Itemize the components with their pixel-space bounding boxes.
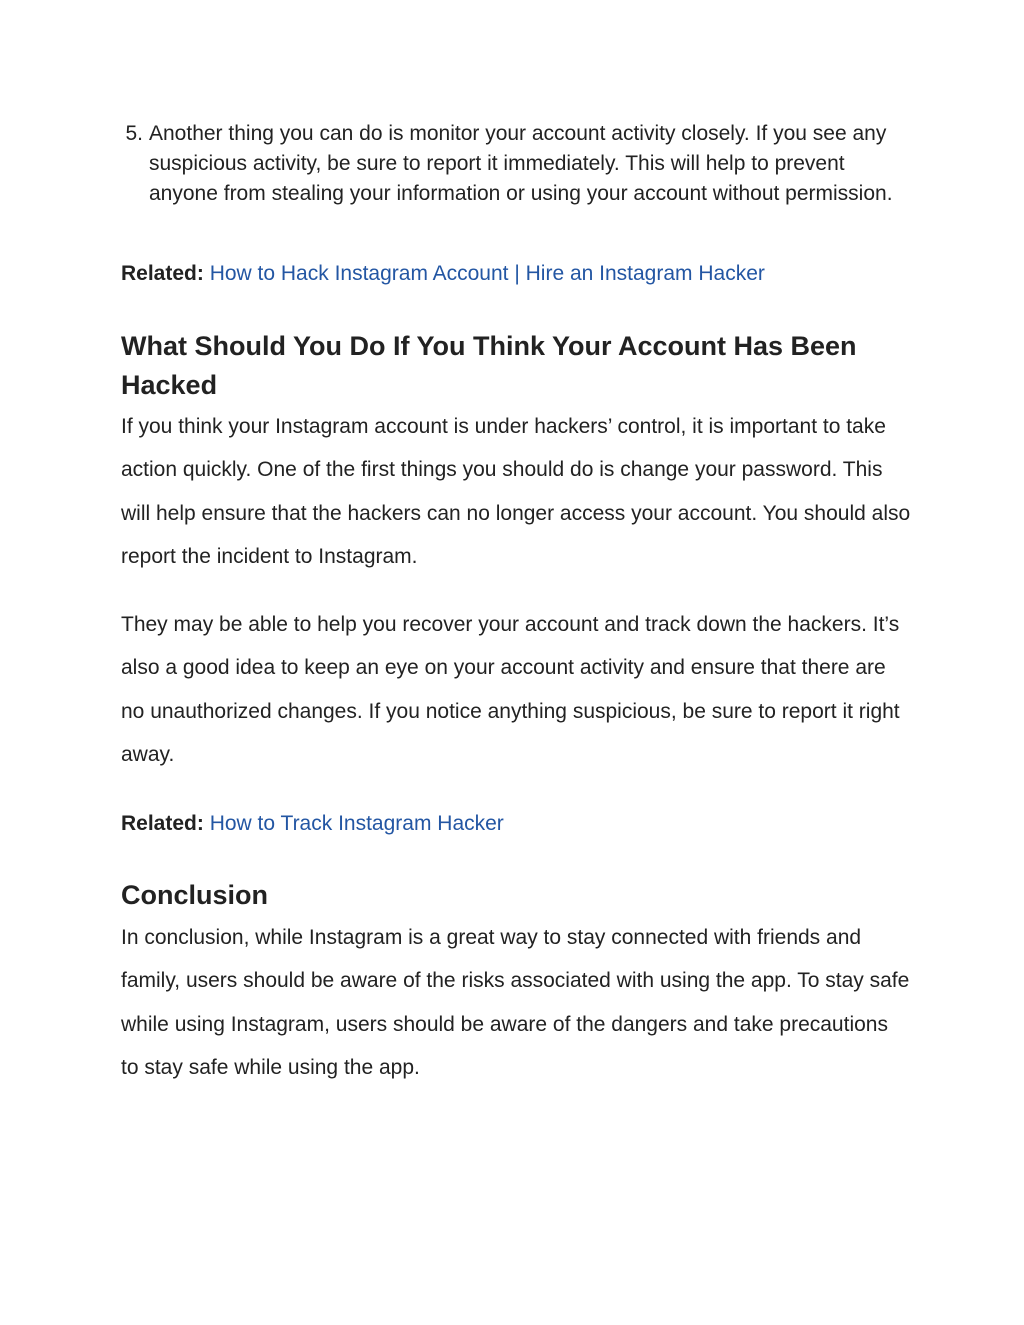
list-item-marker: 5. [125, 122, 143, 145]
related-label-1: Related: [121, 262, 204, 285]
paragraph-conclusion: In conclusion, while Instagram is a great way to stay connected with friends and family, users should be aware of the risks associated with using the app. To stay safe while using Instagram, users should be aware of the dangers and take precautions to stay safe while using the app. [121, 926, 910, 1079]
section-heading-hacked: What Should You Do If You Think Your Account Has Been Hacked [121, 331, 857, 400]
related-label-2: Related: [121, 812, 204, 835]
list-item [125, 119, 909, 209]
related-line-2 [121, 809, 504, 839]
related-link-hack-instagram[interactable]: How to Hack Instagram Account | Hire an Instagram Hacker [209, 262, 765, 285]
paragraph-hacked-2: They may be able to help you recover your account and track down the hackers. It’s also a good idea to keep an eye on your account activity and ensure that there are no unauthorized changes. If you notice anything suspicious, be sure to report it right away. [121, 613, 900, 766]
section-heading-conclusion: Conclusion [121, 880, 268, 910]
related-line-1 [121, 259, 765, 289]
list-item-text: Another thing you can do is monitor your account activity closely. If you see any suspicious activity, be sure to report it immediately. This will help to prevent anyone from stealing your information or using your account without permission. [149, 122, 893, 205]
related-link-track-hacker[interactable]: How to Track Instagram Hacker [209, 812, 504, 835]
paragraph-hacked-1: If you think your Instagram account is under hackers’ control, it is important to take action quickly. One of the first things you should do is change your password. This will help ensure that the hackers can no longer access your account. You should also report the incident to Instagram. [121, 415, 911, 568]
